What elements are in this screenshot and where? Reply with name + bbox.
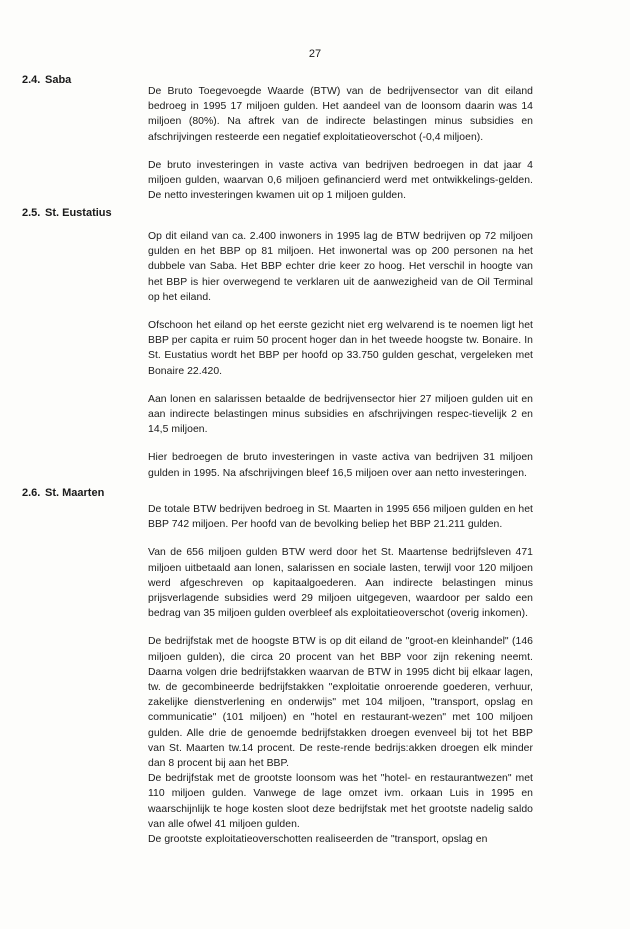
section-title: St. Maarten xyxy=(45,487,105,499)
section-number: 2.6. xyxy=(22,487,41,499)
paragraph: Ofschoon het eiland op het eerste gezicht niet erg welvarend is te noemen ligt het BBP per capita er ruim 50 procent hoger dan in het tweede hoogste tw. Bonaire. In St. Eustatius wordt het BBP per hoofd op 33.750 gulden geschat, vergeleken met Bonaire 22.420. xyxy=(148,320,533,377)
section-title: Saba xyxy=(45,74,72,86)
paragraph: De totale BTW bedrijven bedroeg in St. Maarten in 1995 656 miljoen gulden en het BBP 742 miljoen. Per hoofd van de bevolking beliep het BBP 21.211 gulden. xyxy=(148,504,533,531)
paragraph: Op dit eiland van ca. 2.400 inwoners in 1995 lag de BTW bedrijven op 72 miljoen gulden en het BBP op 81 miljoen. Het inwonertal was op 200 personen na het dubbele van Saba. Het BBP echter drie keer zo hoog. Het verschil in hoogte van het BBP is hier overwegend te verklaren uit de aanwezigheid van de Oil Terminal op het eiland. xyxy=(148,231,533,303)
section-saba-body xyxy=(148,84,533,216)
paragraph: Hier bedroegen de bruto investeringen in vaste activa van bedrijven 31 miljoen gulden in 1995. Na afschrijvingen bleef 16,5 miljoen over aan netto investeringen. xyxy=(148,452,533,479)
paragraph: De bedrijfstak met de grootste loonsom was het "hotel- en restaurantwezen" met 110 miljoen gulden. Vanwege de lage omzet ivm. orkaan Luis in 1995 en waarschijnlijk te hoge kosten sloot deze bedrijfstak met het grootste nadelig saldo van alle ofwel 41 miljoen gulden. xyxy=(148,773,533,830)
section-number: 2.5. xyxy=(22,207,41,219)
paragraph: Van de 656 miljoen gulden BTW werd door het St. Maartense bedrijfsleven 471 miljoen uitbetaald aan lonen, salarissen en sociale lasten, terwijl voor 120 miljoen werd afgeschreven op kapitaalgoederen. Aan indirecte belastingen minus prijsverlagende subsidies werd 29 miljoen uitgegeven, waardoor per saldo een bedrag van 35 miljoen gulden overbleef als exploitatieoverschot (overig inkomen). xyxy=(148,547,533,620)
section-st-maarten-body xyxy=(148,502,533,847)
paragraph: De bedrijfstak met de hoogste BTW is op dit eiland de "groot-en kleinhandel" (146 miljoen gulden), die circa 20 procent van het BBP voor zijn rekening neemt. Daarna volgen drie bedrijfstakken waarvan de BTW in 1995 dicht bij elkaar lagen, tw. de gecombineerde bedrijfstakken "exploitatie onroerende goederen, verhuur, zakelijke dienstverlening en onderwijs" met 104 miljoen, "transport, opslag en communicatie" (101 miljoen) en "hotel en restaurant-wezen" met 100 miljoen gulden. Alle drie de genoemde bedrijfstakken droegen evenveel bij tot het BBP van St. Maarten tw.14 procent. De reste-rende bedrijs:akken droegen elk minder dan 8 procent bij aan het BBP. xyxy=(148,636,533,770)
page-number: 27 xyxy=(308,48,322,60)
paragraph: De Bruto Toegevoegde Waarde (BTW) van de bedrijvensector van dit eiland bedroeg in 1995 17 miljoen gulden. Het aandeel van de loonsom daarin was 14 miljoen (80%). Na aftrek van de indirecte belastingen minus subsidies en afschrijvingen resteerde een negatief exploitatieoverschot (-0,4 miljoen). xyxy=(148,86,533,143)
section-number: 2.4. xyxy=(22,74,41,86)
section-title: St. Eustatius xyxy=(45,207,112,219)
paragraph: De bruto investeringen in vaste activa van bedrijven bedroegen in dat jaar 4 miljoen gulden, waarvan 0,6 miljoen gefinancierd werd met ontwikkelings-gelden. De netto investeringen kwamen uit op 1 miljoen gulden. xyxy=(148,159,533,202)
paragraph: Aan lonen en salarissen betaalde de bedrijvensector hier 27 miljoen gulden uit en aan indirecte belastingen minus subsidies en afschrijvingen respec-tievelijk 2 en 14,5 miljoen. xyxy=(148,393,533,436)
paragraph: De grootste exploitatieoverschotten realiseerden de "transport, opslag en xyxy=(148,834,488,846)
section-st-eustatius-body xyxy=(148,229,533,494)
